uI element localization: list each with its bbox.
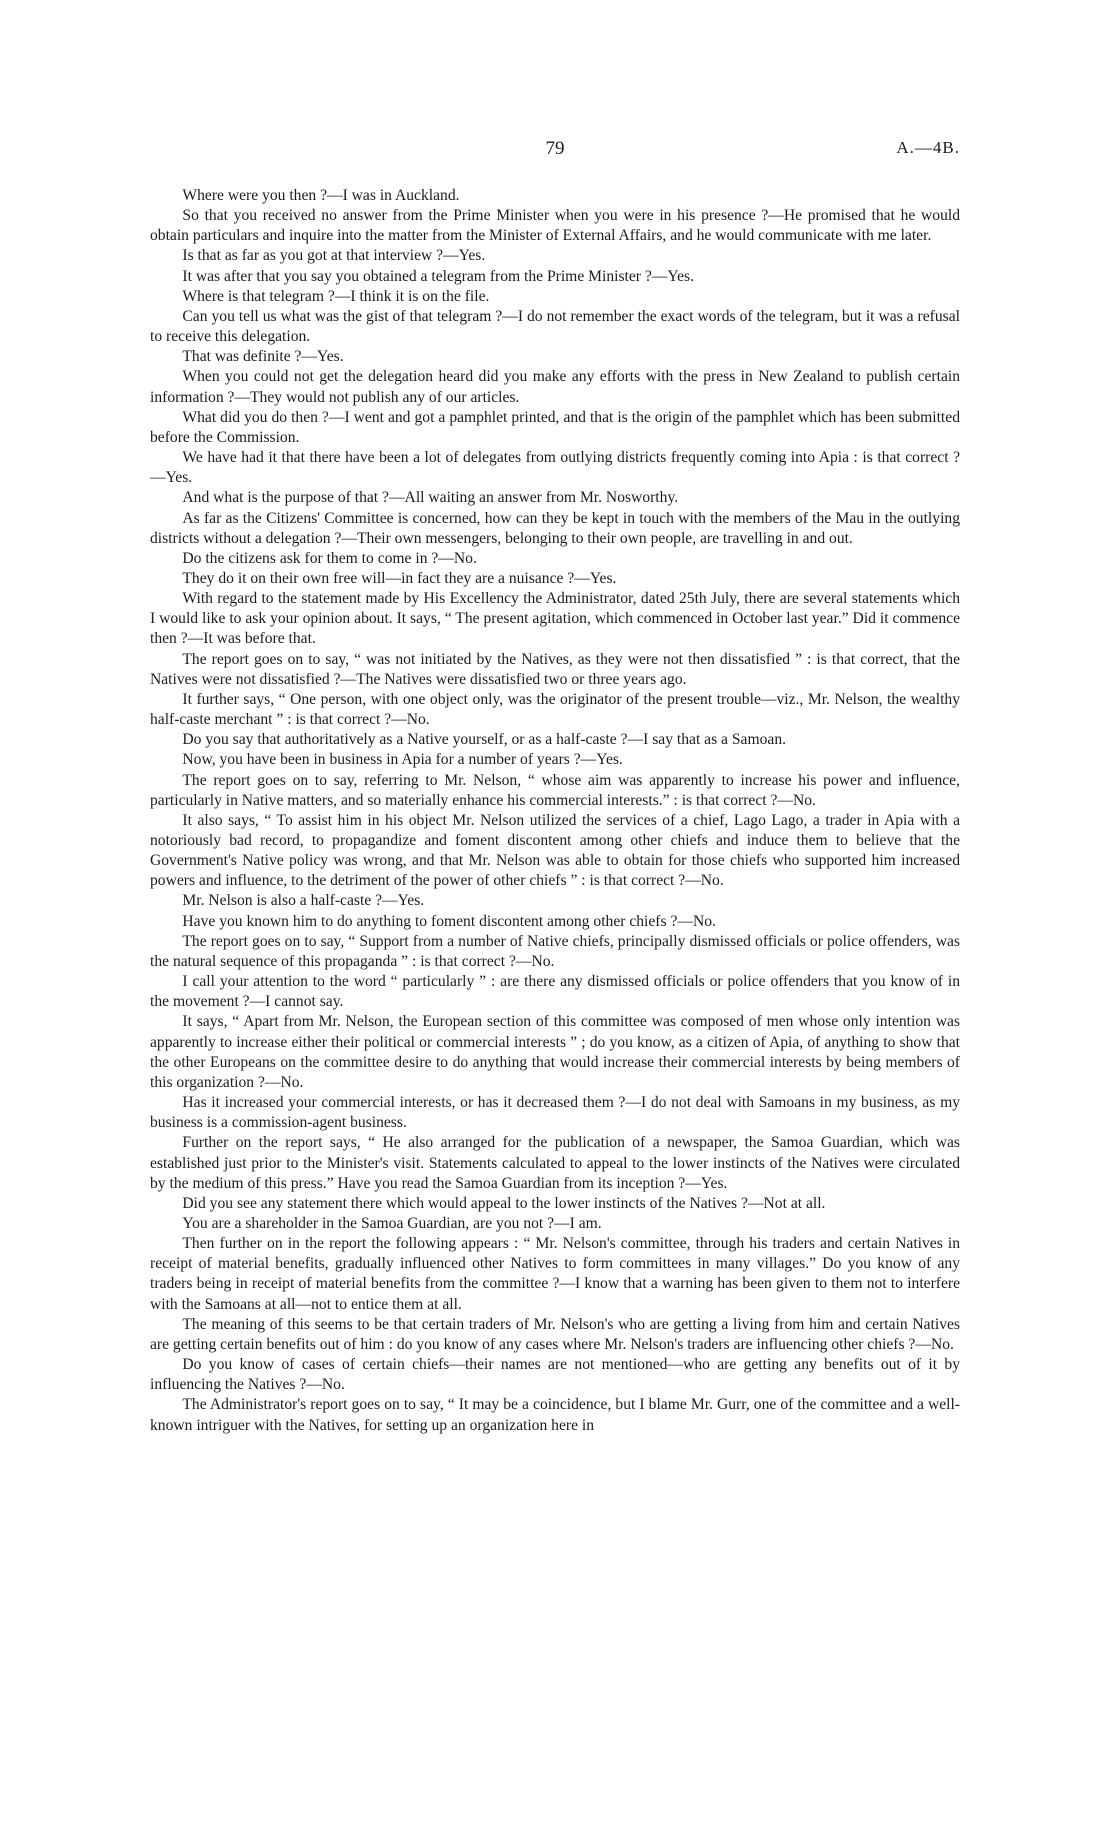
paragraph: The Administrator's report goes on to say, “ It may be a coincidence, but I blame Mr. Gurr, one of the committee and a well-known intriguer with the Natives, for setting up an organization here in (150, 1396, 960, 1434)
paragraph: It was after that you say you obtained a telegram from the Prime Minister ?—Yes. (182, 267, 694, 285)
paragraph: The report goes on to say, “ Support from a number of Native chiefs, principally dismissed officials or police offenders, was the natural sequence of this propaganda ” : is that correct ?—No. (150, 932, 960, 970)
paragraph: When you could not get the delegation heard did you make any efforts with the press in New Zealand to publish certain information ?—They would not publish any of our articles. (150, 368, 960, 406)
paragraph: The meaning of this seems to be that certain traders of Mr. Nelson's who are getting a living from him and certain Natives are getting certain benefits out of him : do you know of any cases where Mr. Nelson's traders are influencing other chiefs ?—No. (150, 1315, 960, 1353)
paragraph: Further on the report says, “ He also arranged for the publication of a newspaper, the Samoa Guardian, which was established just prior to the Minister's visit. Statements calculated to appeal to the lower instincts of the Natives were circulated by the medium of this press.” Have you read the Samoa Guardian from its inception ?—Yes. (150, 1134, 960, 1192)
paragraph: Did you see any statement there which would appeal to the lower instincts of the Natives ?—Not at all. (182, 1194, 826, 1212)
paragraph: Where were you then ?—I was in Auckland. (182, 187, 460, 204)
paragraph: Where is that telegram ?—I think it is on the file. (182, 287, 490, 305)
paragraph: Have you known him to do anything to foment discontent among other chiefs ?—No. (182, 912, 716, 930)
paragraph: And what is the purpose of that ?—All waiting an answer from Mr. Nosworthy. (182, 489, 679, 507)
paragraph: Do you say that authoritatively as a Native yourself, or as a half-caste ?—I say that as a Samoan. (182, 731, 787, 749)
paragraph: Do you know of cases of certain chiefs—their names are not mentioned—who are getting any benefits out of it by influencing the Natives ?—No. (150, 1356, 960, 1394)
paragraph: It further says, “ One person, with one object only, was the originator of the present trouble—viz., Mr. Nelson, the wealthy half-caste merchant ” : is that correct ?—No. (150, 690, 960, 729)
paragraph: Now, you have been in business in Apia for a number of years ?—Yes. (182, 751, 623, 769)
paragraph: With regard to the statement made by His Excellency the Administrator, dated 25th July, there are several statements which I would like to ask your opinion about. It says, “ The present agitation, which commenced in October last year.” Did it commence then ?—It was before that. (150, 590, 960, 648)
paragraph: You are a shareholder in the Samoa Guardian, are you not ?—I am. (182, 1214, 602, 1232)
paragraph: Mr. Nelson is also a half-caste ?—Yes. (182, 892, 425, 910)
paragraph: We have had it that there have been a lot of delegates from outlying districts frequently coming into Apia : is that correct ?—Yes. (150, 449, 960, 487)
paragraph: It says, “ Apart from Mr. Nelson, the European section of this committee was composed of men whose only intention was apparently to increase either their political or commercial interests ” ; do you know, as a citizen of Apia, of anything to show that the other Europeans on the committee desire to do anything that would increase their commercial interests by being members of this organization ?—No. (150, 1013, 960, 1091)
page-header (150, 138, 960, 168)
paragraph: Then further on in the report the following appears : “ Mr. Nelson's committee, through his traders and certain Natives in receipt of material benefits, gradually influenced other Natives to form committees in many villages.” Do you know of any traders being in receipt of material benefits from the committee ?—I know that a warning has been given to them not to interfere with the Samoans at all—not to entice them at all. (150, 1235, 960, 1313)
paragraph: It also says, “ To assist him in his object Mr. Nelson utilized the services of a chief, Lago Lago, a trader in Apia with a notoriously bad record, to propagandize and foment discontent among other chiefs and induce them to believe that the Government's Native policy was wrong, and that Mr. Nelson was able to obtain for those chiefs who supported him increased powers and influence, to the detriment of the power of other chiefs ” : is that correct ?—No. (150, 811, 960, 890)
paragraph: Is that as far as you got at that interview ?—Yes. (182, 247, 486, 265)
paragraph: That was definite ?—Yes. (182, 348, 344, 366)
paragraph: Do the citizens ask for them to come in ?—No. (182, 549, 477, 567)
paragraph: Has it increased your commercial interests, or has it decreased them ?—I do not deal with Samoans in my business, as my business is a commission-agent business. (150, 1094, 960, 1132)
body-text (150, 186, 960, 1436)
document-reference: A.—4B. (896, 138, 960, 157)
paragraph: Can you tell us what was the gist of that telegram ?—I do not remember the exact words of the telegram, but it was a refusal to receive this delegation. (150, 307, 960, 346)
paragraph: They do it on their own free will—in fact they are a nuisance ?—Yes. (182, 569, 617, 587)
paragraph: I call your attention to the word “ particularly ” : are there any dismissed officials or police offenders that you know of in the movement ?—I cannot say. (150, 973, 960, 1011)
paragraph: The report goes on to say, “ was not initiated by the Natives, as they were not then dissatisfied ” : is that correct, that the Natives were not dissatisfied ?—The Natives were dissatisfied two or three years ago. (150, 650, 960, 688)
page-number: 79 (545, 138, 565, 159)
paragraph: The report goes on to say, referring to Mr. Nelson, “ whose aim was apparently to increase his power and influence, particularly in Native matters, and so materially enhance his commercial interests.” : is that correct ?—No. (150, 771, 960, 809)
paragraph: What did you do then ?—I went and got a pamphlet printed, and that is the origin of the pamphlet which has been submitted before the Commission. (150, 408, 960, 446)
paragraph: So that you received no answer from the Prime Minister when you were in his presence ?—He promised that he would obtain particulars and inquire into the matter from the Minister of External Affairs, and he would communicate with me later. (150, 207, 960, 245)
paragraph: As far as the Citizens' Committee is concerned, how can they be kept in touch with the members of the Mau in the outlying districts without a delegation ?—Their own messengers, belonging to their own people, are travelling in and out. (150, 509, 960, 547)
